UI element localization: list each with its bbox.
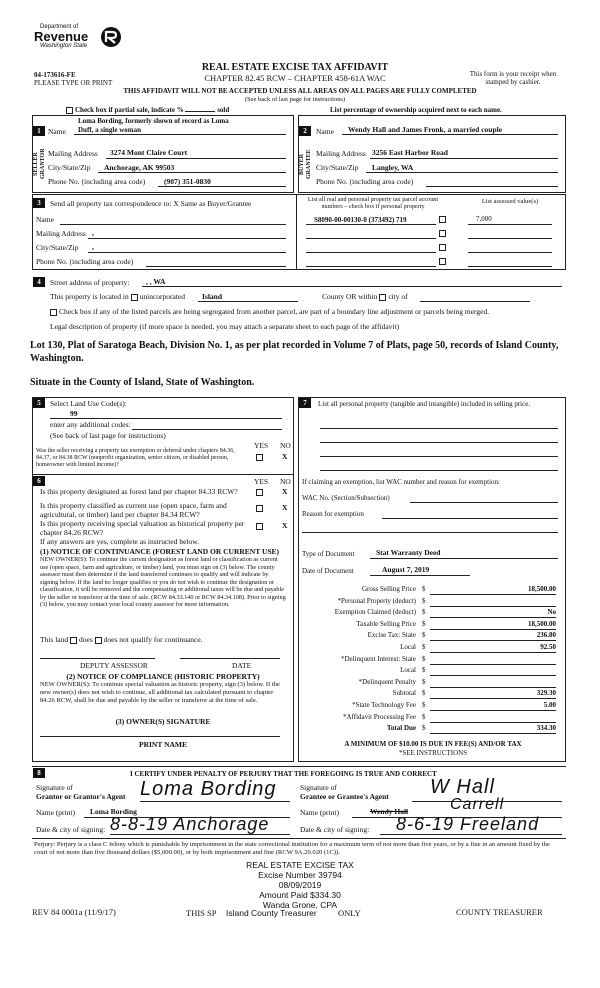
segregated-row <box>50 308 550 317</box>
minimum-fee-note: A MINIMUM OF $10.00 IS DUE IN FEE(S) AND/OR TAX <box>344 740 522 748</box>
revenue-logo <box>34 24 124 64</box>
notice-compliance-body: NEW OWNER(S): To continue special valuation as historic property, sign (3) below. If the new owner(s) does not wish to continue, all additional tax calculated pursuant to chapter 84.26 RCW, shall be due and payable by the seller or transferor at the time of sale. <box>40 681 280 704</box>
situate-text[interactable]: Situate in the County of Island, State of Washington. <box>30 377 255 388</box>
parcel-number-value[interactable]: S8090-00-00130-0 (373492) 719 <box>314 216 407 224</box>
legal-desc-label: Legal description of property (if more space is needed, you may attach a separate sheet to each page of the affidavit) <box>50 322 400 331</box>
logo-name-text: Revenue <box>34 28 89 44</box>
fee-label: Total Due <box>386 724 416 733</box>
grantor-sig-label: Signature of <box>36 783 73 792</box>
fee-value[interactable]: 236.80 <box>536 631 556 640</box>
section-2-number: 2 <box>299 126 311 136</box>
grantee-print-name[interactable]: Wendy Hall <box>370 807 409 816</box>
buyer-mailing-value[interactable]: 3256 East Harbor Road <box>372 148 448 157</box>
correspondence-phone-label: Phone No. (including area code) <box>36 257 134 266</box>
section-8-number: 8 <box>33 768 45 778</box>
correspondence-name-label: Name <box>36 215 54 224</box>
forest-yes-checkbox[interactable] <box>256 489 263 496</box>
fee-row <box>300 713 562 724</box>
forest-no-mark[interactable]: X <box>282 487 288 496</box>
fee-row <box>300 608 562 619</box>
please-type: PLEASE TYPE OR PRINT <box>34 79 113 87</box>
does-not-checkbox[interactable] <box>95 637 102 644</box>
revenue-logo-icon <box>100 26 122 48</box>
fee-row <box>300 585 562 596</box>
seller-phone-value[interactable]: (907) 351-0830 <box>164 177 211 186</box>
stamp-line-6: Island County Treasurer <box>226 908 317 918</box>
assessed-value[interactable]: 7,000 <box>476 215 492 223</box>
grantee-name-print-label: Name (print) <box>300 808 339 817</box>
seller-mailing-label: Mailing Address <box>48 149 98 158</box>
does-not-label: does not qualify for continuance. <box>103 635 203 644</box>
parcel-personal-checkbox-1[interactable] <box>439 216 446 223</box>
fee-row <box>300 643 562 654</box>
section5-yes-header: YES <box>254 441 269 450</box>
partial-sale-row <box>66 106 229 114</box>
fee-row <box>300 620 562 631</box>
fee-value[interactable]: 5.00 <box>543 701 556 709</box>
section5-no-header: NO <box>280 441 291 450</box>
parcel-personal-checkbox-4[interactable] <box>439 258 446 265</box>
fee-label: Local <box>400 643 416 651</box>
this-land-label: This land <box>40 635 69 644</box>
fee-value[interactable]: 334.30 <box>536 724 556 733</box>
county-within-label: County OR within <box>322 292 378 301</box>
if-yes-note: If any answers are yes, complete as instructed below. <box>40 537 200 546</box>
grantee-sig-label: Signature of <box>300 783 337 792</box>
seller-name-line <box>74 134 286 135</box>
stamp-line-4: Amount Paid $334.30 <box>259 890 341 900</box>
logo-dept-text: Department of <box>40 24 79 30</box>
logo-state-text: Washington State <box>40 42 88 49</box>
section6-no-header: NO <box>280 477 291 486</box>
grantor-signature[interactable]: Loma Bording <box>140 778 277 800</box>
fee-label: *Delinquent Interest: State <box>340 654 416 663</box>
parcel-personal-checkbox-3[interactable] <box>439 244 446 251</box>
grantor-date-city-label: Date & city of signing: <box>36 825 106 834</box>
historic-no-mark[interactable]: X <box>282 521 288 530</box>
county-within-row <box>322 293 408 302</box>
current-use-yes-checkbox[interactable] <box>256 505 263 512</box>
fee-label: Local <box>400 666 416 675</box>
buyer-city-value[interactable]: Langley, WA <box>372 163 414 172</box>
fee-row <box>300 701 562 712</box>
qualify-row <box>40 636 203 645</box>
fee-dollar-sign: $ <box>422 608 426 617</box>
grantor-name-print-label: Name (print) <box>36 808 75 817</box>
fee-dollar-sign: $ <box>422 631 426 640</box>
seller-name-label: Name <box>48 127 66 136</box>
fee-row <box>300 678 562 689</box>
section-6-number: 6 <box>33 476 45 486</box>
sold-label: sold <box>217 106 230 114</box>
seller-phone-label: Phone No. (including area code) <box>48 177 146 186</box>
fee-row <box>300 724 562 735</box>
notice-compliance-title: (2) NOTICE OF COMPLIANCE (HISTORIC PROPERTY) <box>66 672 260 681</box>
fee-label: Excise Tax: State <box>367 631 416 640</box>
warning-text: THIS AFFIDAVIT WILL NOT BE ACCEPTED UNLESS ALL AREAS ON ALL PAGES ARE FULLY COMPLETED <box>123 87 477 95</box>
exemption-question: Was the seller receiving a property tax exemption or deferral under chapters 84.36, 84.37, or 84.38 RCW (nonprofit organization, senior citizen, or disabled person, homeowner with limited income)? <box>36 448 235 468</box>
segregated-checkbox[interactable] <box>50 309 57 316</box>
grantee-agent-label: Grantee or Grantee's Agent <box>300 792 389 801</box>
fee-label: Gross Selling Price <box>361 585 416 593</box>
fee-row <box>300 597 562 608</box>
located-row <box>50 293 185 302</box>
perjury-note: Perjury: Perjury is a class C felony which is punishable by imprisonment in the state correctional institution for a maximum term of not more than five years, or by a fine in an amount fixed by the court of not more than five thousand dollars ($5,000.00), or by both imprisonment and fine (RCW 9A.20.020 (1C)). <box>34 841 550 856</box>
fee-label: *State Technology Fee <box>352 701 416 709</box>
exemption-yes-checkbox[interactable] <box>256 454 263 461</box>
seller-city-value[interactable]: Anchorage, AK 99503 <box>104 163 175 172</box>
notice-continuance-title: (1) NOTICE OF CONTINUANCE (FOREST LAND OR CURRENT USE) <box>40 547 280 556</box>
seller-city-line <box>98 172 286 173</box>
section5-see-back: (See back of last page for instructions) <box>50 431 166 440</box>
seller-city-label: City/State/Zip <box>48 163 91 172</box>
only-text: ONLY <box>338 908 361 918</box>
buyer-phone-line <box>426 186 558 187</box>
doc-date-label: Date of Document <box>302 567 354 575</box>
seller-name-value-line1[interactable]: Loma Bording, formerly shown of record as Loma <box>78 117 229 125</box>
grantee-date-city-label: Date & city of signing: <box>300 825 370 834</box>
personal-property-label: List all personal property (tangible and intangible) included in selling price. <box>318 400 531 408</box>
forest-land-question: Is this property designated as forest land per chapter 84.33 RCW? <box>40 487 238 496</box>
buyer-city-label: City/State/Zip <box>316 163 359 172</box>
county-treasurer-text: COUNTY TREASURER <box>456 907 543 917</box>
fee-label: *Affidavit Processing Fee <box>343 712 416 721</box>
fee-value[interactable]: 18,500.00 <box>528 619 556 628</box>
fee-dollar-sign: $ <box>422 643 426 651</box>
fee-label: *Personal Property (deduct) <box>337 596 416 605</box>
grantee-print-hand[interactable]: Carrell <box>450 796 505 813</box>
correspondence-mailing-label: Mailing Address <box>36 229 86 238</box>
correspondence-city-value[interactable]: , <box>92 242 94 251</box>
wac-label: WAC No. (Section/Subsection) <box>302 494 390 502</box>
certify-statement: I CERTIFY UNDER PENALTY OF PERJURY THAT THE FOREGOING IS TRUE AND CORRECT <box>130 770 437 778</box>
fee-label: Taxable Selling Price <box>356 619 416 628</box>
legal-description[interactable]: Lot 130, Plat of Saratoga Beach, Division No. 1, as per plat recorded in Volume 7 of Plats, page 50, records of Island County, Washington. <box>30 340 559 364</box>
section6-yes-header: YES <box>254 477 269 486</box>
buyer-mailing-label: Mailing Address <box>316 149 366 158</box>
form-id: 04-173616-FE <box>34 71 76 79</box>
unincorporated-label: unincorporated <box>139 292 186 301</box>
doc-date-value[interactable]: August 7, 2019 <box>382 565 430 574</box>
grantor-agent-label: Grantor or Grantor's Agent <box>36 792 126 801</box>
correspondence-mailing-value[interactable]: , <box>92 228 94 237</box>
deputy-assessor-label: DEPUTY ASSESSOR <box>80 661 148 670</box>
partial-sale-label: Check box if partial sale, indicate % <box>75 106 184 114</box>
fee-label: *Delinquent Penalty <box>358 677 416 686</box>
section-7-number: 7 <box>299 398 311 408</box>
fee-dollar-sign: $ <box>422 724 426 733</box>
stamp-line-3: 08/09/2019 <box>278 880 322 890</box>
buyer-mailing-line <box>370 158 558 159</box>
section-5-number: 5 <box>33 398 45 408</box>
fee-row <box>300 655 562 666</box>
correspondence-city-label: City/State/Zip <box>36 243 79 252</box>
buyer-name-label: Name <box>316 127 334 136</box>
stamp-line-1: REAL ESTATE EXCISE TAX <box>246 860 354 870</box>
fee-row <box>300 689 562 700</box>
send-correspondence-label: Send all property tax correspondence to: X Same as Buyer/Grantee <box>50 199 252 208</box>
section-1-number: 1 <box>33 126 45 136</box>
parcel-personal-checkbox-2[interactable] <box>439 230 446 237</box>
fee-dollar-sign: $ <box>422 585 426 593</box>
buyer-city-line <box>366 172 558 173</box>
seller-mailing-value[interactable]: 3274 Mont Claire Court <box>110 148 188 157</box>
street-address-label: Street address of property: <box>50 278 130 287</box>
form-chapter: CHAPTER 82.45 RCW – CHAPTER 458-61A WAC <box>204 73 386 83</box>
fee-dollar-sign: $ <box>422 689 426 698</box>
parcel-header: List all real and personal property tax parcel account numbers – check box if personal property <box>307 196 439 211</box>
fee-dollar-sign: $ <box>422 701 426 709</box>
fee-row <box>300 666 562 677</box>
fee-value[interactable]: 18,500.00 <box>528 585 556 593</box>
doc-type-value[interactable]: Stat Warranty Deed <box>376 548 441 557</box>
does-label: does <box>79 635 93 644</box>
assessed-header: List assessed value(s) <box>481 198 539 205</box>
fee-label: Exemption Claimed (deduct) <box>334 608 416 617</box>
fee-dollar-sign: $ <box>422 677 426 686</box>
fee-value[interactable]: 92.50 <box>540 643 556 651</box>
exemption-no-mark[interactable]: X <box>282 452 288 461</box>
receipt-note: This form is your receipt when stamped by cashier. <box>469 70 557 87</box>
county-value[interactable]: Island <box>202 292 223 301</box>
notice-continuance-body: NEW OWNER(S): To continue the current designation as forest land or classification as current use (open space, farm and agriculture, or timber) land, you must sign on (3) below. The county assessor must then determine if the land transferred continues to qualify and will indicate by signing below. If the land no longer qualifies or you do not wish to continue the designation or classification, it will be removed and the compensating or additional taxes will be due and payable by the seller or transferor at the time of sale. (RCW 84.33.140 or RCW 84.34.108). Prior to signing (3) below, you may contact your local county assessor for more information. <box>40 556 286 608</box>
fee-dollar-sign: $ <box>422 596 426 605</box>
seller-phone-line <box>158 186 286 187</box>
current-use-no-mark[interactable]: X <box>282 503 288 512</box>
fee-row <box>300 631 562 642</box>
exemption-claim-label: If claiming an exemption, list WAC number and reason for exemption: <box>302 478 500 486</box>
street-address-value[interactable]: , , WA <box>146 277 166 286</box>
historic-question: Is this property receiving special valuation as historical property per chapter 84.26 RCW? <box>40 519 245 537</box>
seller-grantor-label: SELLER GRANTOR <box>33 148 46 180</box>
current-use-question: Is this property classified as current use (open space, farm and agricultural, or timber) land per chapter 84.34 RCW? <box>40 501 227 519</box>
historic-yes-checkbox[interactable] <box>256 523 263 530</box>
grantee-date-city[interactable]: 8-6-19 Freeland <box>396 814 540 834</box>
city-of-checkbox[interactable] <box>379 294 386 301</box>
doc-type-label: Type of Document <box>302 550 355 558</box>
fee-value[interactable]: 329.30 <box>536 689 556 698</box>
fee-value[interactable]: No <box>547 608 556 617</box>
buyer-name-value[interactable]: Wendy Hall and James Fronk, a married couple <box>348 125 503 134</box>
buyer-phone-label: Phone No. (including area code) <box>316 177 414 186</box>
grantee-signature[interactable]: W Hall <box>430 776 495 798</box>
owner-signature-label: (3) OWNER(S) SIGNATURE <box>115 717 211 726</box>
grantor-print-name[interactable]: Loma Bording <box>90 807 137 816</box>
partial-sale-checkbox[interactable] <box>66 107 73 114</box>
see-back-note: (See back of last page for instructions) <box>244 96 346 103</box>
form-revision: REV 84 0001a (11/9/17) <box>32 907 116 917</box>
does-checkbox[interactable] <box>70 637 77 644</box>
segregated-label: Check box if any of the listed parcels are being segregated from another parcel, are part of a boundary line adjustment or parcels being merged. <box>59 307 490 316</box>
buyer-grantee-label: BUYER GRANTEE <box>299 149 312 179</box>
print-name-label: PRINT NAME <box>139 740 187 749</box>
this-space-text: THIS SP <box>186 908 217 918</box>
fee-label: Subtotal <box>392 689 416 698</box>
assessor-date-label: DATE <box>232 661 252 670</box>
seller-mailing-line <box>106 158 286 159</box>
treasurer-stamp <box>200 860 400 910</box>
section-4-number: 4 <box>33 277 45 287</box>
form-title: REAL ESTATE EXCISE TAX AFFIDAVIT <box>201 62 389 73</box>
stamp-line-5: Wanda Grone, CPA <box>262 900 338 910</box>
reason-label: Reason for exemption <box>302 510 364 518</box>
see-instructions-note: *SEE INSTRUCTIONS <box>398 749 468 757</box>
grantor-date-city[interactable]: 8-8-19 Anchorage <box>110 814 270 834</box>
fee-dollar-sign: $ <box>422 712 426 721</box>
fee-dollar-sign: $ <box>422 666 426 675</box>
list-percentage-note: List percentage of ownership acquired next to each name. <box>330 106 502 114</box>
unincorporated-checkbox[interactable] <box>131 294 138 301</box>
located-label: This property is located in <box>50 292 129 301</box>
seller-name-value-line2[interactable]: Duff, a single woman <box>78 126 142 134</box>
additional-codes-label: enter any additional codes: <box>50 420 131 429</box>
buyer-name-line <box>342 134 558 135</box>
land-use-label: Select Land Use Code(s): <box>50 399 127 408</box>
city-of-label: city of <box>388 292 408 301</box>
land-use-value[interactable]: 99 <box>70 409 78 418</box>
section-3-number: 3 <box>33 198 45 208</box>
fee-dollar-sign: $ <box>422 619 426 628</box>
stamp-line-2: Excise Number 39794 <box>258 870 342 880</box>
fee-dollar-sign: $ <box>422 654 426 663</box>
